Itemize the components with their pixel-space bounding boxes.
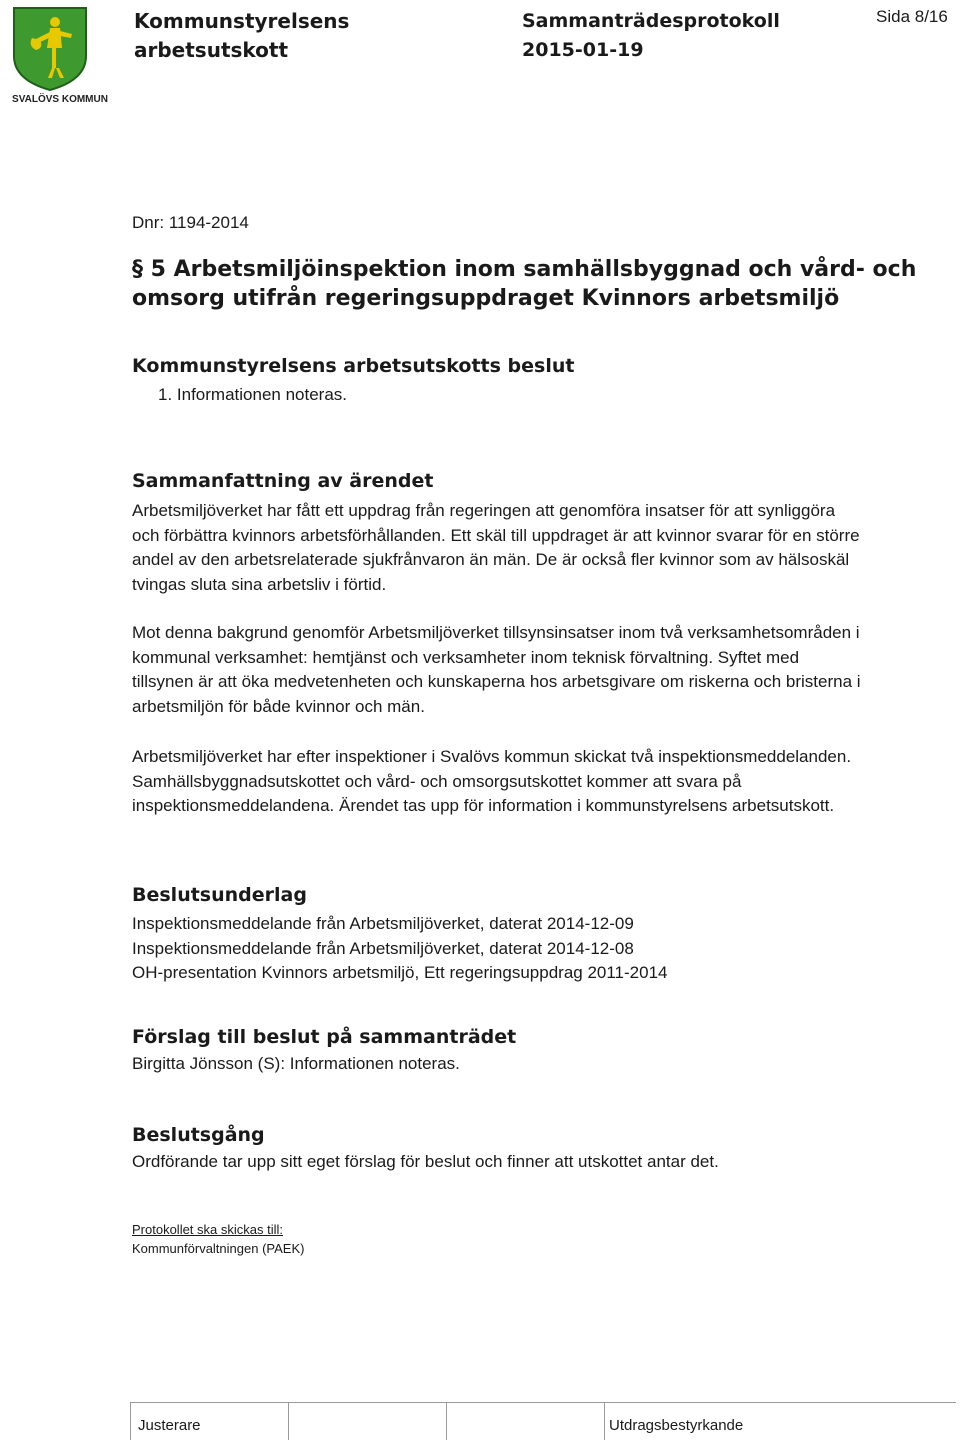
summary-heading: Sammanfattning av ärendet [132,470,434,492]
utdrag-label: Utdragsbestyrkande [609,1417,744,1434]
summary-paragraph-1: Arbetsmiljöverket har fått ett uppdrag från regeringen att genomföra insatser för att synliggöra och förbättra kvinnors arbetsförhållanden. Ett skäl till uppdraget är att kvinnor svarar för en större andel av den arbetsrelaterade sjukfrånvaron än män. De är också fler kvinnor som av hälsoskäl tvingas sluta sina arbetsliv i förtid. [132,501,860,594]
procedure-text: Ordförande tar upp sitt eget förslag för beslut och finner att utskottet antar det. [132,1152,719,1171]
case-number: Dnr: 1194-2014 [132,213,249,232]
procedure-heading: Beslutsgång [132,1124,265,1146]
paragraph-symbol: § [132,257,143,282]
basis-list [132,912,958,986]
signature-cell [446,1403,605,1440]
municipality-logo [10,4,108,105]
municipality-name: SVALÖVS KOMMUN [12,94,108,105]
page-number: Sida 8/16 [876,7,948,26]
basis-heading: Beslutsunderlag [132,884,307,906]
utdrag-cell [604,1403,957,1440]
summary-paragraph-3: Arbetsmiljöverket har efter inspektioner i Svalövs kommun skickat två inspektionsmeddelanden. Samhällsbyggnadsutskottet och vård- och omsorgsutskottet kommer att svara på inspektionsmeddelandena. Ärendet tas upp för information i kommunstyrelsens arbetsutskott. [132,747,852,815]
summary-paragraph-2: Mot denna bakgrund genomför Arbetsmiljöverket tillsynsinsatser inom två verksamhetsområden i kommunal verksamhet: hemtjänst och verksamheter inom teknisk förvaltning. Syftet med tillsynen är att öka medvetenheten och kunskaperna hos arbetsgivare om riskerna och bristerna i arbetsmiljön för både kvinnor och män. [132,623,861,716]
justerare-label: Justerare [138,1417,201,1434]
document-type: Sammanträdesprotokoll 2015-01-19 [522,7,822,65]
decision-item: 1. Informationen noteras. [158,385,348,404]
justerare-cell [130,1403,289,1440]
proposal-text: Birgitta Jönsson (S): Informationen noteras. [132,1054,460,1073]
list-item: Inspektionsmeddelande från Arbetsmiljöverket, daterat 2014-12-09 [132,914,634,933]
meeting-date: 2015-01-19 [522,39,644,61]
list-item: Inspektionsmeddelande från Arbetsmiljöverket, daterat 2014-12-08 [132,938,634,958]
signature-footer [130,1402,956,1440]
proposal-heading: Förslag till beslut på sammanträdet [132,1026,517,1048]
section-title: § 5 Arbetsmiljöinspektion inom samhällsbyggnad och vård- och omsorg utifrån regeringsuppdraget Kvinnors arbetsmiljö [132,257,917,311]
signature-cell [288,1403,447,1440]
decision-heading: Kommunstyrelsens arbetsutskotts beslut [132,355,575,377]
distribution-label: Protokollet ska skickas till: [132,1222,283,1237]
list-item: OH-presentation Kvinnors arbetsmiljö, Ett regeringsuppdrag 2011-2014 [132,963,668,982]
organization-name: Kommunstyrelsens arbetsutskott [134,9,350,62]
coat-of-arms-icon [10,4,90,92]
distribution-recipient: Kommunförvaltningen (PAEK) [132,1241,305,1256]
